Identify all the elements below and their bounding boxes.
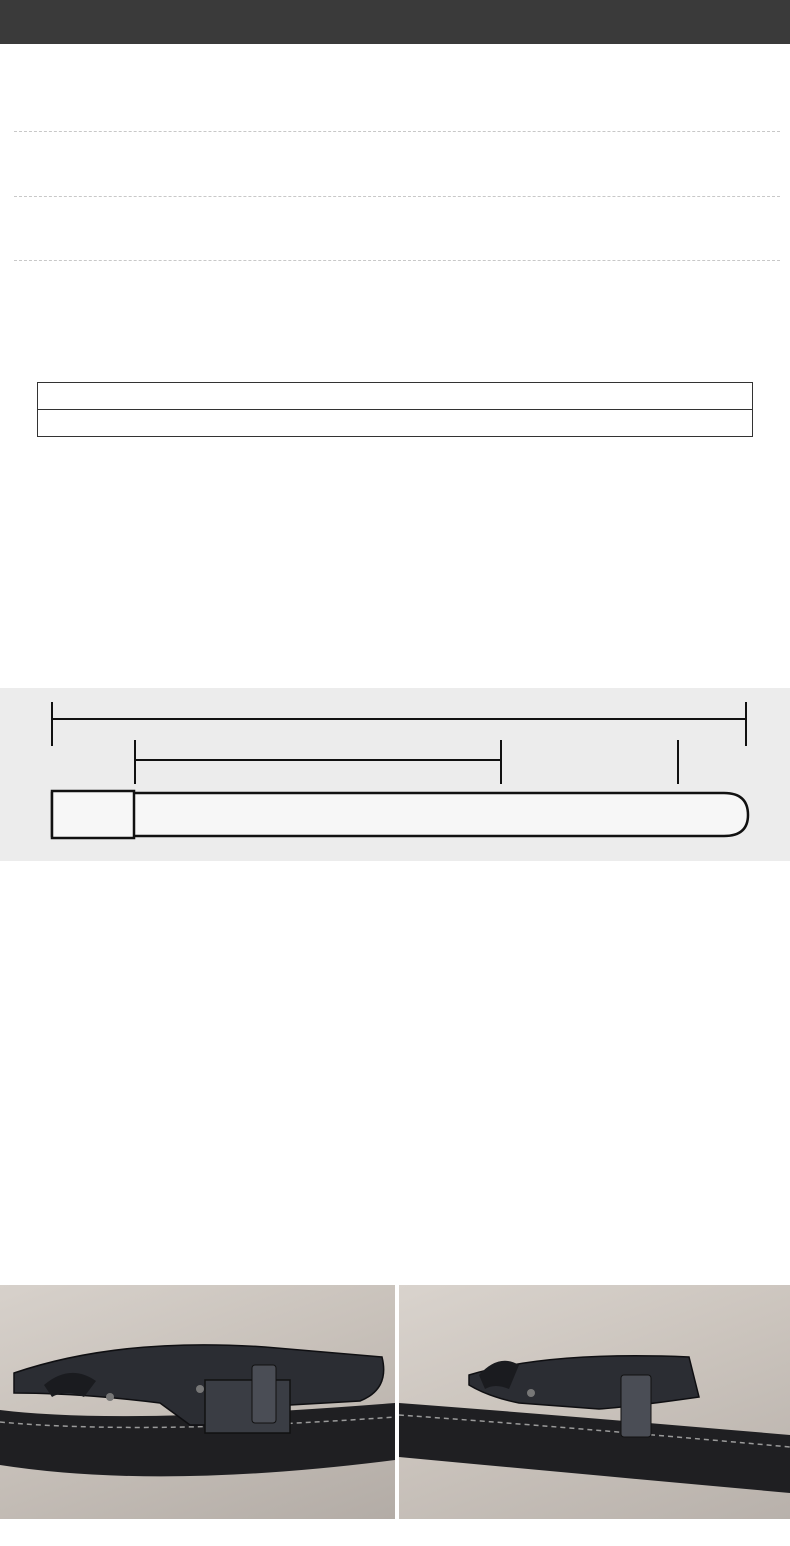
- section-header: [0, 0, 790, 44]
- size-table-note-2: [38, 410, 753, 437]
- size-table-note-row: [38, 383, 753, 410]
- inner-buckle-latch: [621, 1375, 651, 1437]
- size-table-note-1: [38, 383, 753, 410]
- outer-buckle-clasp: [205, 1380, 290, 1433]
- spec-row-length: [14, 221, 780, 261]
- outer-buckle-rivet: [106, 1393, 114, 1401]
- spec-row-brand: [14, 92, 780, 132]
- inner-style-photo: [399, 1285, 790, 1519]
- inner-buckle-rivet: [527, 1389, 535, 1397]
- outer-buckle-rivet: [196, 1385, 204, 1393]
- belt-buckle: [52, 791, 134, 838]
- outer-style-photo: [0, 1285, 395, 1519]
- outer-buckle-latch: [252, 1365, 276, 1423]
- inner-belt-strap: [399, 1403, 790, 1493]
- belt-diagram: [0, 688, 790, 861]
- inner-belt-illustration: [399, 1285, 790, 1519]
- outer-belt-illustration: [0, 1285, 395, 1519]
- belt-diagram-drawing: [0, 688, 790, 861]
- size-table-note-row: [38, 410, 753, 437]
- belt-strap: [52, 793, 748, 836]
- spec-row-material: [14, 157, 780, 197]
- size-table: [37, 382, 753, 437]
